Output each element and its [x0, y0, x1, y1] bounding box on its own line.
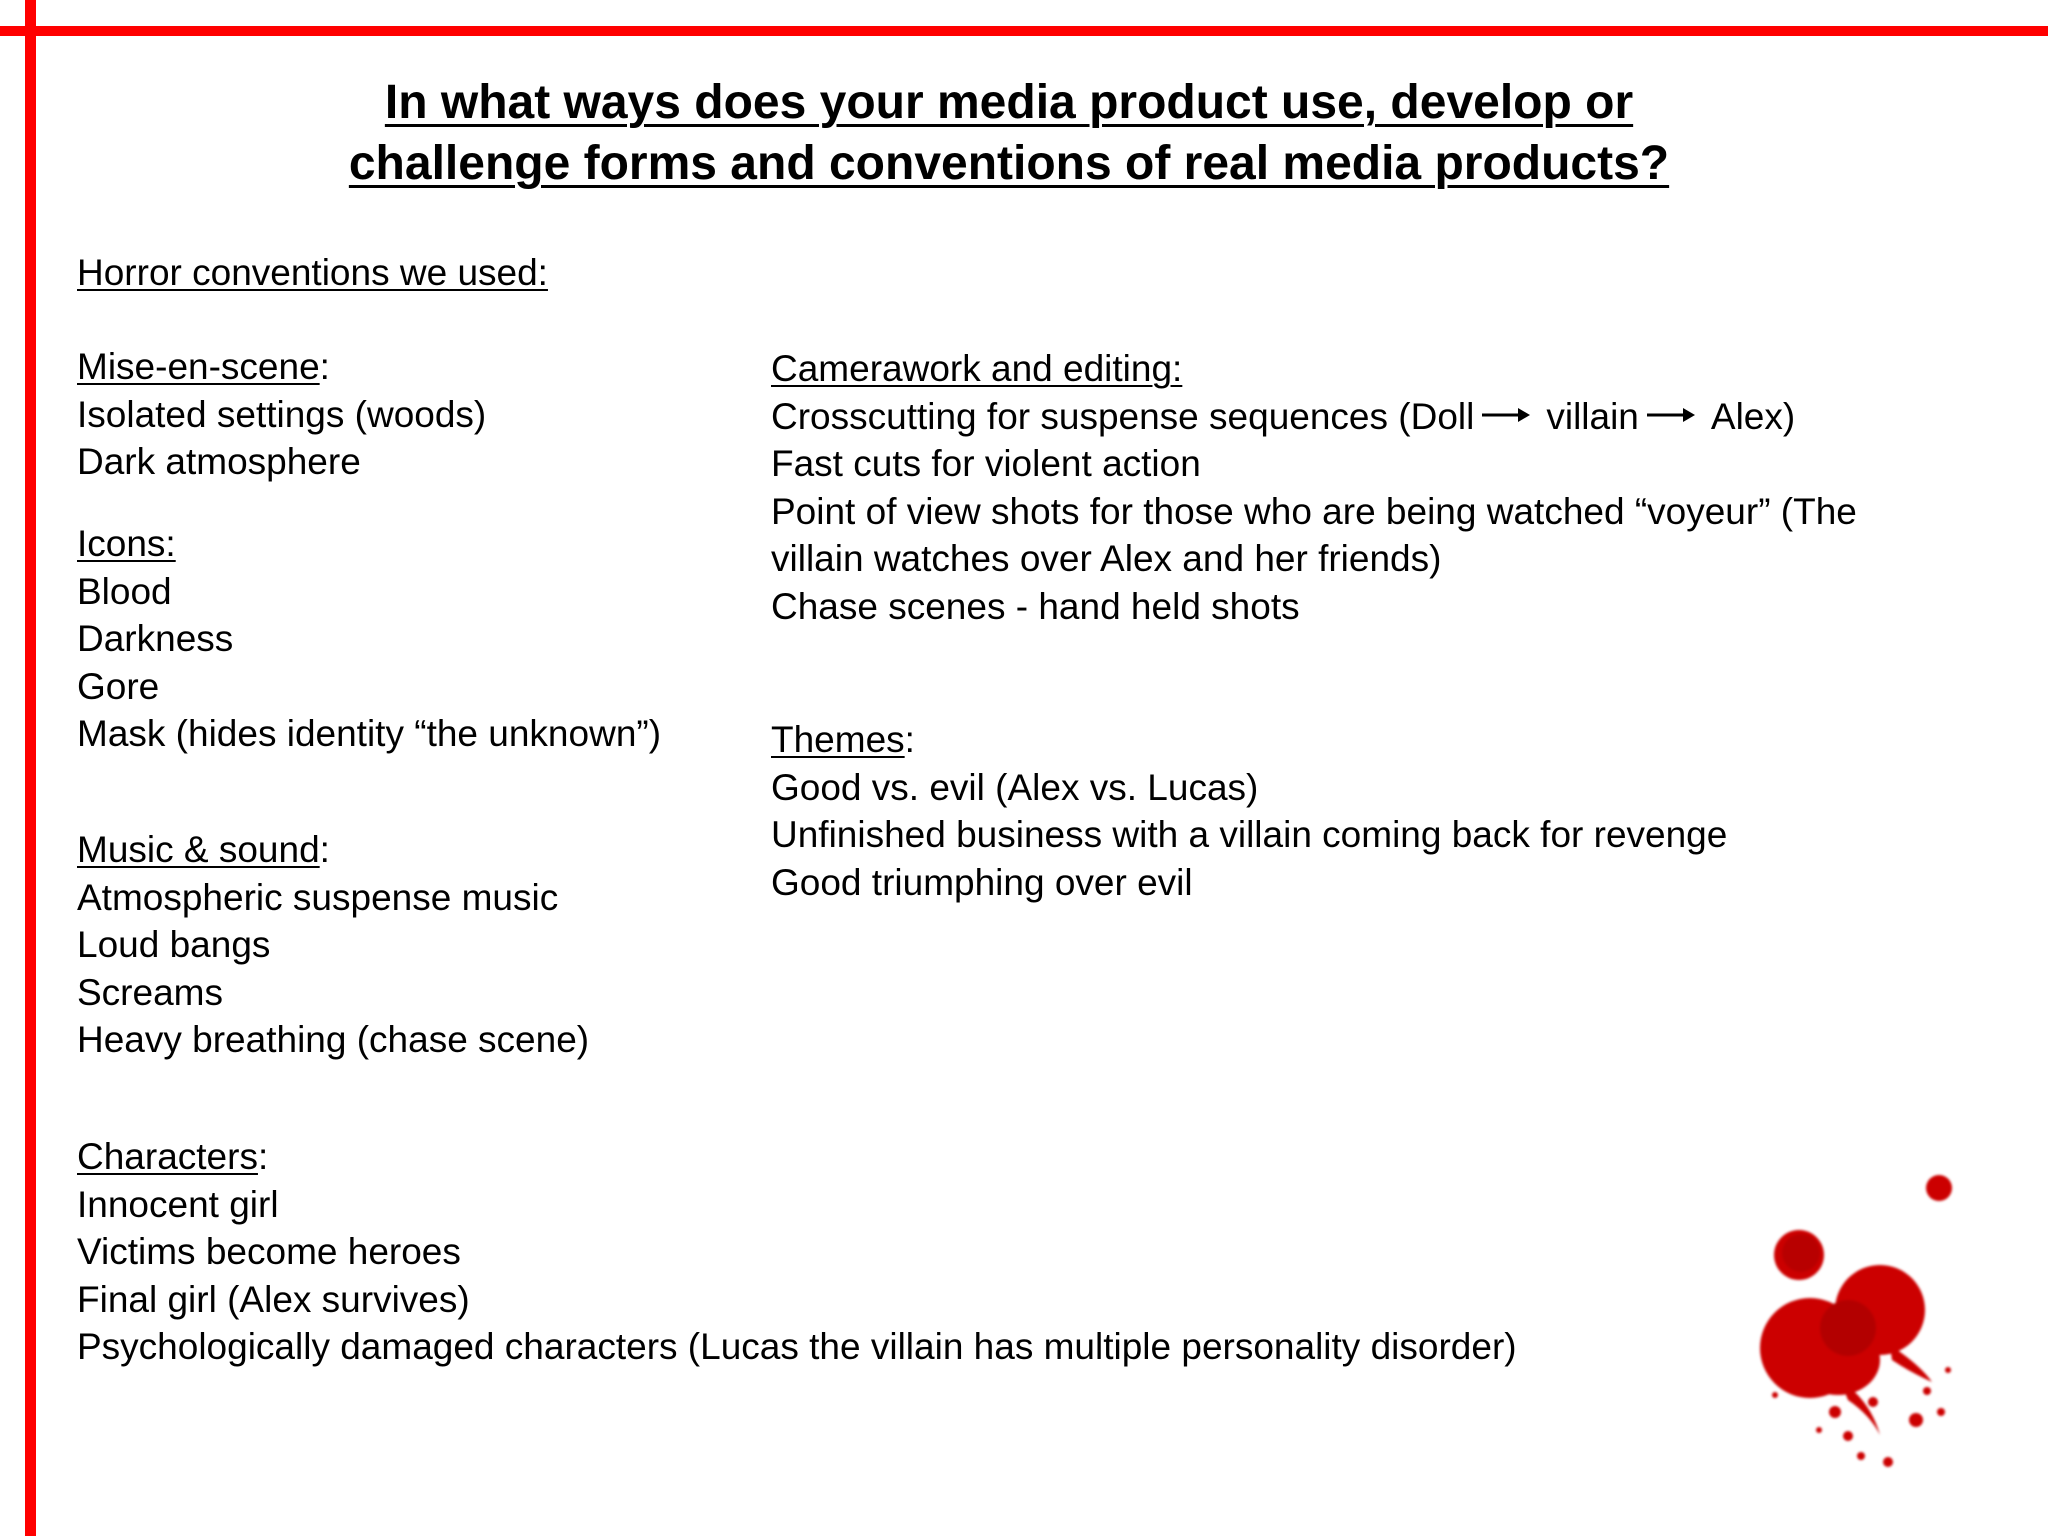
music-sound-colon: :	[319, 829, 330, 870]
themes-heading: Themes	[771, 719, 905, 760]
arrow-right-icon	[1482, 405, 1530, 425]
list-item: Innocent girl	[77, 1183, 279, 1225]
characters-heading-line	[77, 1133, 1517, 1181]
list-item: Good vs. evil (Alex vs. Lucas)	[771, 766, 1259, 808]
mise-en-scene-heading: Mise-en-scene	[77, 346, 320, 387]
left-red-border	[25, 0, 36, 1536]
characters-colon: :	[257, 1136, 269, 1177]
themes-heading-line	[771, 716, 1727, 764]
arrow-right-icon	[1647, 405, 1695, 425]
list-item: Gore	[77, 665, 160, 707]
icons-section	[77, 520, 661, 758]
page-title	[0, 72, 2018, 194]
list-item: Victims become heroes	[77, 1231, 461, 1272]
list-item: Psychologically damaged characters (Lucas the villain has multiple personality disorder)	[77, 1326, 1517, 1367]
music-sound-heading: Music & sound	[77, 829, 320, 870]
characters-heading: Characters	[77, 1136, 258, 1177]
crosscut-prefix: Crosscutting for suspense sequences (Doll	[771, 395, 1475, 437]
title-line-2: challenge forms and conventions of real media products?	[348, 137, 1670, 190]
intro-section	[77, 249, 548, 297]
list-item: Final girl (Alex survives)	[77, 1278, 470, 1320]
list-item: Screams	[77, 971, 223, 1013]
list-item: Isolated settings (woods)	[77, 393, 487, 435]
list-item: Point of view shots for those who are being watched “voyeur” (The	[771, 490, 1857, 532]
list-item: Unfinished business with a villain coming back for revenge	[771, 814, 1728, 855]
mise-en-scene-section	[77, 343, 486, 486]
crosscut-suffix: Alex)	[1710, 395, 1796, 437]
list-item: Loud bangs	[77, 924, 271, 965]
list-item: Mask (hides identity “the unknown”)	[77, 713, 662, 754]
list-item: Blood	[77, 570, 172, 612]
list-item: Good triumphing over evil	[771, 861, 1193, 903]
list-item: Atmospheric suspense music	[77, 876, 559, 918]
blood-splatter-icon	[1720, 1150, 1990, 1480]
intro-heading: Horror conventions we used:	[77, 252, 548, 293]
characters-section	[77, 1133, 1517, 1371]
list-item: Darkness	[77, 618, 234, 659]
themes-section	[771, 716, 1727, 906]
list-item: Heavy breathing (chase scene)	[77, 1019, 590, 1060]
list-item: villain watches over Alex and her friends)	[771, 538, 1442, 579]
top-red-border	[0, 26, 2048, 36]
title-line-1: In what ways does your media product use, develop or	[384, 76, 1634, 129]
list-item: Fast cuts for violent action	[771, 443, 1201, 484]
music-sound-section	[77, 826, 589, 1064]
mise-en-scene-heading-line	[77, 343, 486, 391]
camerawork-heading: Camerawork and editing:	[771, 348, 1183, 389]
music-sound-heading-line	[77, 826, 589, 874]
mise-en-scene-colon: :	[319, 346, 330, 387]
icons-heading: Icons:	[77, 523, 176, 564]
crosscut-line	[771, 393, 1857, 441]
crosscut-middle: villain	[1546, 395, 1639, 437]
list-item: Dark atmosphere	[77, 441, 361, 482]
camerawork-section	[771, 345, 1857, 630]
themes-colon: :	[904, 719, 915, 760]
list-item: Chase scenes - hand held shots	[771, 585, 1300, 627]
